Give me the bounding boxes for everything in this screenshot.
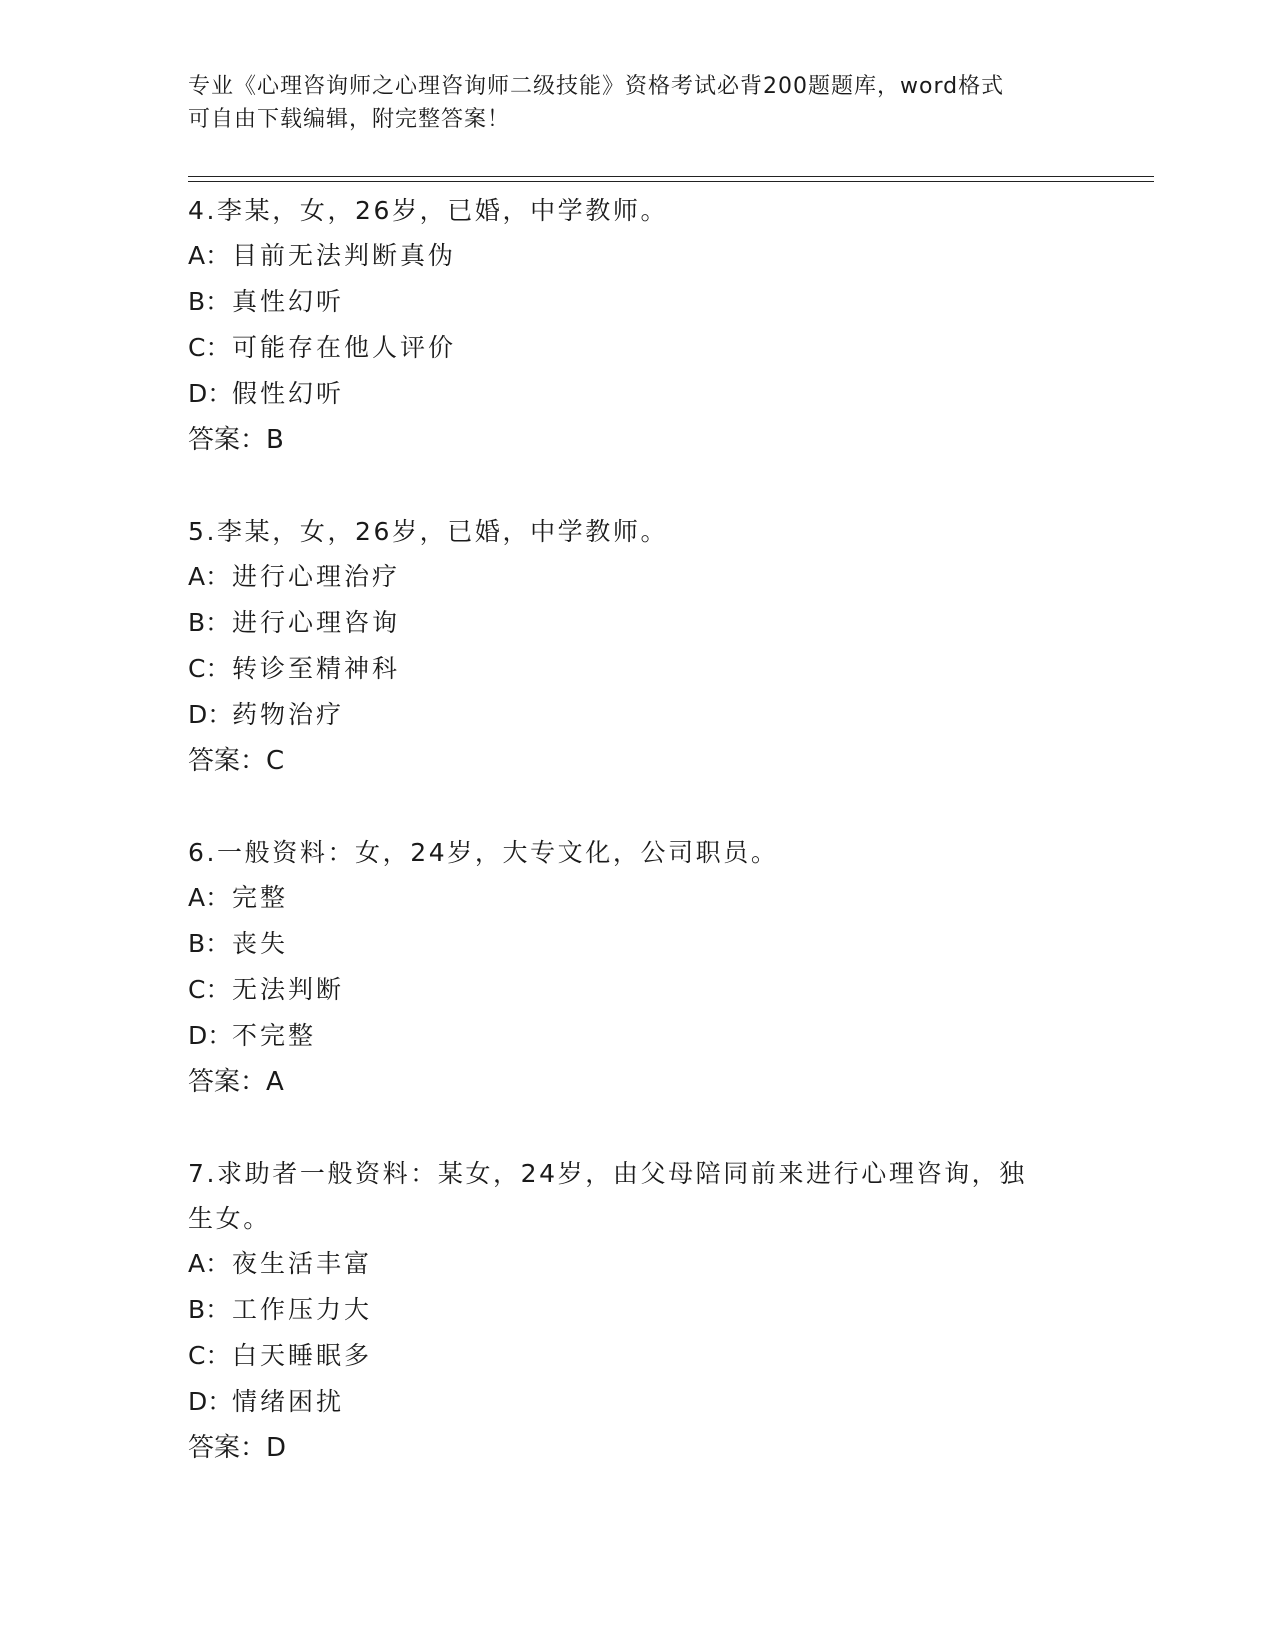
- answer-line: 答案：A: [188, 1067, 284, 1097]
- document-header: [188, 70, 1068, 136]
- option-text: 完整: [232, 883, 289, 912]
- question-stem: [188, 509, 1088, 554]
- option-text: 假性幻听: [232, 379, 345, 408]
- option-key: A：: [188, 1249, 231, 1278]
- option-key: D：: [188, 1387, 233, 1416]
- option-text: 转诊至精神科: [232, 654, 401, 683]
- option-c: [188, 325, 1088, 371]
- option-key: A：: [188, 883, 231, 912]
- option-key: D：: [188, 1021, 233, 1050]
- option-d: [188, 692, 1088, 738]
- option-a: [188, 875, 1088, 921]
- question-stem-line: 6.一般资料：女，24岁，大专文化，公司职员。: [188, 838, 779, 867]
- question-stem: [188, 1151, 1088, 1241]
- option-b: [188, 921, 1088, 967]
- header-line-1: 专业《心理咨询师之心理咨询师二级技能》资格考试必背200题题库，word格式: [188, 74, 1005, 99]
- header-divider-bottom: [188, 181, 1154, 182]
- option-text: 夜生活丰富: [232, 1249, 373, 1278]
- question-list: [188, 188, 1088, 1517]
- option-b: [188, 1287, 1088, 1333]
- question-item: [188, 509, 1088, 784]
- option-text: 丧失: [232, 929, 289, 958]
- answer-line: 答案：B: [188, 425, 284, 455]
- option-text: 可能存在他人评价: [232, 333, 457, 362]
- question-stem-line: 7.求助者一般资料：某女，24岁，由父母陪同前来进行心理咨询，独: [188, 1159, 1027, 1188]
- option-a: [188, 233, 1088, 279]
- option-d: [188, 1379, 1088, 1425]
- question-stem-line: 4.李某，女，26岁，已婚，中学教师。: [188, 196, 669, 225]
- option-text: 白天睡眠多: [232, 1341, 373, 1370]
- option-key: B：: [188, 1295, 231, 1324]
- option-d: [188, 371, 1088, 417]
- question-item: [188, 830, 1088, 1105]
- option-c: [188, 1333, 1088, 1379]
- header-line-2: 可自由下载编辑，附完整答案！: [188, 107, 511, 132]
- option-b: [188, 279, 1088, 325]
- option-text: 情绪困扰: [232, 1387, 345, 1416]
- option-key: C：: [188, 333, 231, 362]
- option-text: 目前无法判断真伪: [232, 241, 457, 270]
- option-key: B：: [188, 929, 231, 958]
- question-stem-line: 生女。: [188, 1204, 271, 1233]
- option-key: C：: [188, 654, 231, 683]
- question-stem-line: 5.李某，女，26岁，已婚，中学教师。: [188, 517, 669, 546]
- answer-line: 答案：C: [188, 746, 285, 776]
- question-stem: [188, 188, 1088, 233]
- option-text: 进行心理咨询: [232, 608, 401, 637]
- option-text: 药物治疗: [232, 700, 345, 729]
- option-c: [188, 967, 1088, 1013]
- option-key: D：: [188, 700, 233, 729]
- option-key: C：: [188, 975, 231, 1004]
- option-text: 不完整: [232, 1021, 317, 1050]
- question-item: [188, 1151, 1088, 1471]
- option-key: C：: [188, 1341, 231, 1370]
- question-stem: [188, 830, 1088, 875]
- header-divider-top: [188, 176, 1154, 177]
- option-text: 真性幻听: [232, 287, 345, 316]
- option-c: [188, 646, 1088, 692]
- answer-line: 答案：D: [188, 1433, 287, 1463]
- question-item: [188, 188, 1088, 463]
- option-key: B：: [188, 608, 231, 637]
- option-a: [188, 554, 1088, 600]
- option-text: 工作压力大: [232, 1295, 373, 1324]
- option-d: [188, 1013, 1088, 1059]
- option-text: 进行心理治疗: [232, 562, 401, 591]
- option-key: A：: [188, 241, 231, 270]
- option-key: A：: [188, 562, 231, 591]
- option-b: [188, 600, 1088, 646]
- option-key: D：: [188, 379, 233, 408]
- option-key: B：: [188, 287, 231, 316]
- option-text: 无法判断: [232, 975, 345, 1004]
- option-a: [188, 1241, 1088, 1287]
